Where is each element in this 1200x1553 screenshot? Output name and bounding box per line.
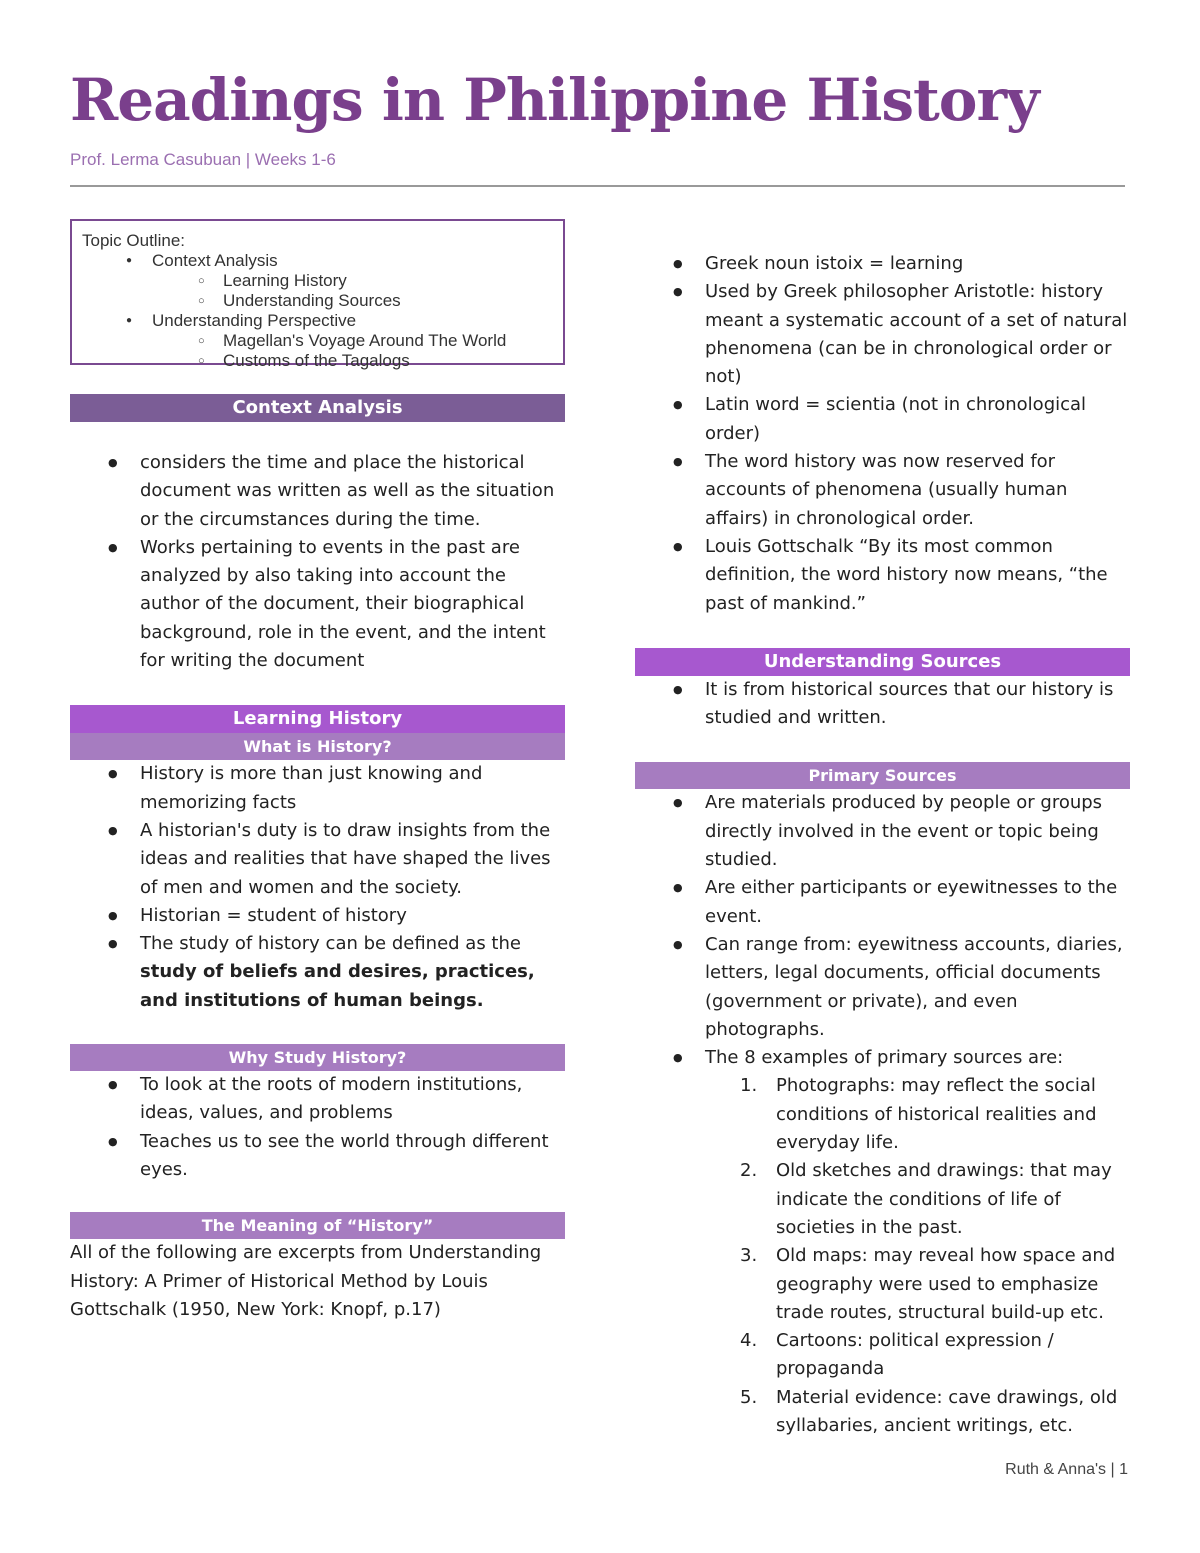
list-item: ● Latin word = scientia (not in chronological order) <box>635 391 1130 448</box>
outline-subitem: ○ Magellan's Voyage Around The World <box>82 331 553 351</box>
meaning-paragraph: All of the following are excerpts from Understanding History: A Primer of Historical Method by Louis Gottschalk (1950, New York: Knopf, p.17) <box>70 1242 542 1320</box>
item-text: Photographs: may reflect the social conditions of historical realities and everyday life. <box>776 1075 1097 1154</box>
item-number: 3. <box>740 1245 758 1267</box>
item-number: 2. <box>740 1160 758 1182</box>
outline-list <box>82 251 553 371</box>
history-definitions-list <box>635 250 1130 618</box>
primary-source-examples <box>635 1072 1130 1440</box>
item-number: 5. <box>740 1386 758 1408</box>
why-study-list <box>70 1071 565 1184</box>
list-item: ● Greek noun istoix = learning <box>635 250 1130 278</box>
primary-sources-list <box>635 789 1130 1072</box>
outline-subitem: ○ Understanding Sources <box>82 291 553 311</box>
item-text: Material evidence: cave drawings, old syllabaries, ancient writings, etc. <box>776 1386 1118 1436</box>
list-item: ● The word history was now reserved for accounts of phenomena (usually human affairs) in chronological order. <box>635 448 1130 533</box>
header-divider <box>70 185 1125 187</box>
numbered-item <box>635 1157 1130 1242</box>
left-column <box>70 219 565 1324</box>
primary-sources-heading: Primary Sources <box>635 762 1130 789</box>
outline-item: ● Understanding Perspective <box>82 311 553 331</box>
context-analysis-heading: Context Analysis <box>70 394 565 422</box>
list-item: ● Teaches us to see the world through different eyes. <box>70 1128 565 1185</box>
list-item: ● Works pertaining to events in the past are analyzed by also taking into account the author of the document, their biographical background, role in the event, and the intent for writing the document <box>70 534 565 675</box>
what-is-history-subheading: What is History? <box>70 733 565 760</box>
list-item: ● To look at the roots of modern institutions, ideas, values, and problems <box>70 1071 565 1128</box>
list-item: ● It is from historical sources that our history is studied and written. <box>635 676 1130 733</box>
page-subtitle: Prof. Lerma Casubuan | Weeks 1-6 <box>70 150 336 169</box>
why-study-heading: Why Study History? <box>70 1044 565 1071</box>
right-column <box>635 250 1130 1440</box>
learning-history-list <box>70 760 565 1015</box>
outline-item: ● Context Analysis <box>82 251 553 271</box>
list-item: ● Louis Gottschalk “By its most common definition, the word history now means, “the past of mankind.” <box>635 533 1130 618</box>
list-item-text: The study of history can be defined as the <box>140 933 521 955</box>
topic-outline-box <box>70 219 565 370</box>
list-item: ● Used by Greek philosopher Aristotle: history meant a systematic account of a set of natural phenomena (can be in chronological order or not) <box>635 278 1130 391</box>
list-item-emphasis: study of beliefs and desires, practices, and institutions of human beings. <box>140 961 535 1011</box>
numbered-item <box>635 1327 1130 1384</box>
item-number: 1. <box>740 1075 758 1097</box>
list-item: ● Are either participants or eyewitnesses to the event. <box>635 874 1130 931</box>
list-item: ● A historian's duty is to draw insights from the ideas and realities that have shaped the lives of men and women and the society. <box>70 817 565 902</box>
page-footer: Ruth & Anna's | 1 <box>1005 1461 1128 1478</box>
meaning-of-history-heading: The Meaning of “History” <box>70 1212 565 1239</box>
outline-subitem: ○ Learning History <box>82 271 553 291</box>
item-number: 4. <box>740 1330 758 1352</box>
understanding-sources-list <box>635 676 1130 733</box>
item-text: Old maps: may reveal how space and geography were used to emphasize trade routes, structural build-up etc. <box>776 1245 1116 1323</box>
learning-history-heading: Learning History <box>70 705 565 733</box>
list-item <box>70 930 565 1015</box>
understanding-sources-heading: Understanding Sources <box>635 648 1130 676</box>
list-item: ● considers the time and place the historical document was written as well as the situation or the circumstances during the time. <box>70 449 565 534</box>
list-item: ● The 8 examples of primary sources are: <box>635 1044 1130 1072</box>
list-item: ● Historian = student of history <box>70 902 565 930</box>
item-text: Old sketches and drawings: that may indicate the conditions of life of societies in the past. <box>776 1160 1112 1238</box>
item-text: Cartoons: political expression / propaganda <box>776 1330 1054 1380</box>
numbered-item <box>635 1072 1130 1157</box>
context-analysis-list <box>70 449 565 675</box>
list-item: ● Can range from: eyewitness accounts, diaries, letters, legal documents, official documents (government or private), and even photographs. <box>635 931 1130 1044</box>
page-title: Readings in Philippine History <box>70 66 1039 134</box>
numbered-item <box>635 1384 1130 1441</box>
outline-label: Topic Outline: <box>82 231 185 250</box>
list-item: ● Are materials produced by people or groups directly involved in the event or topic being studied. <box>635 789 1130 874</box>
list-item: ● History is more than just knowing and memorizing facts <box>70 760 565 817</box>
outline-subitem: ○ Customs of the Tagalogs <box>82 351 553 371</box>
numbered-item <box>635 1242 1130 1327</box>
